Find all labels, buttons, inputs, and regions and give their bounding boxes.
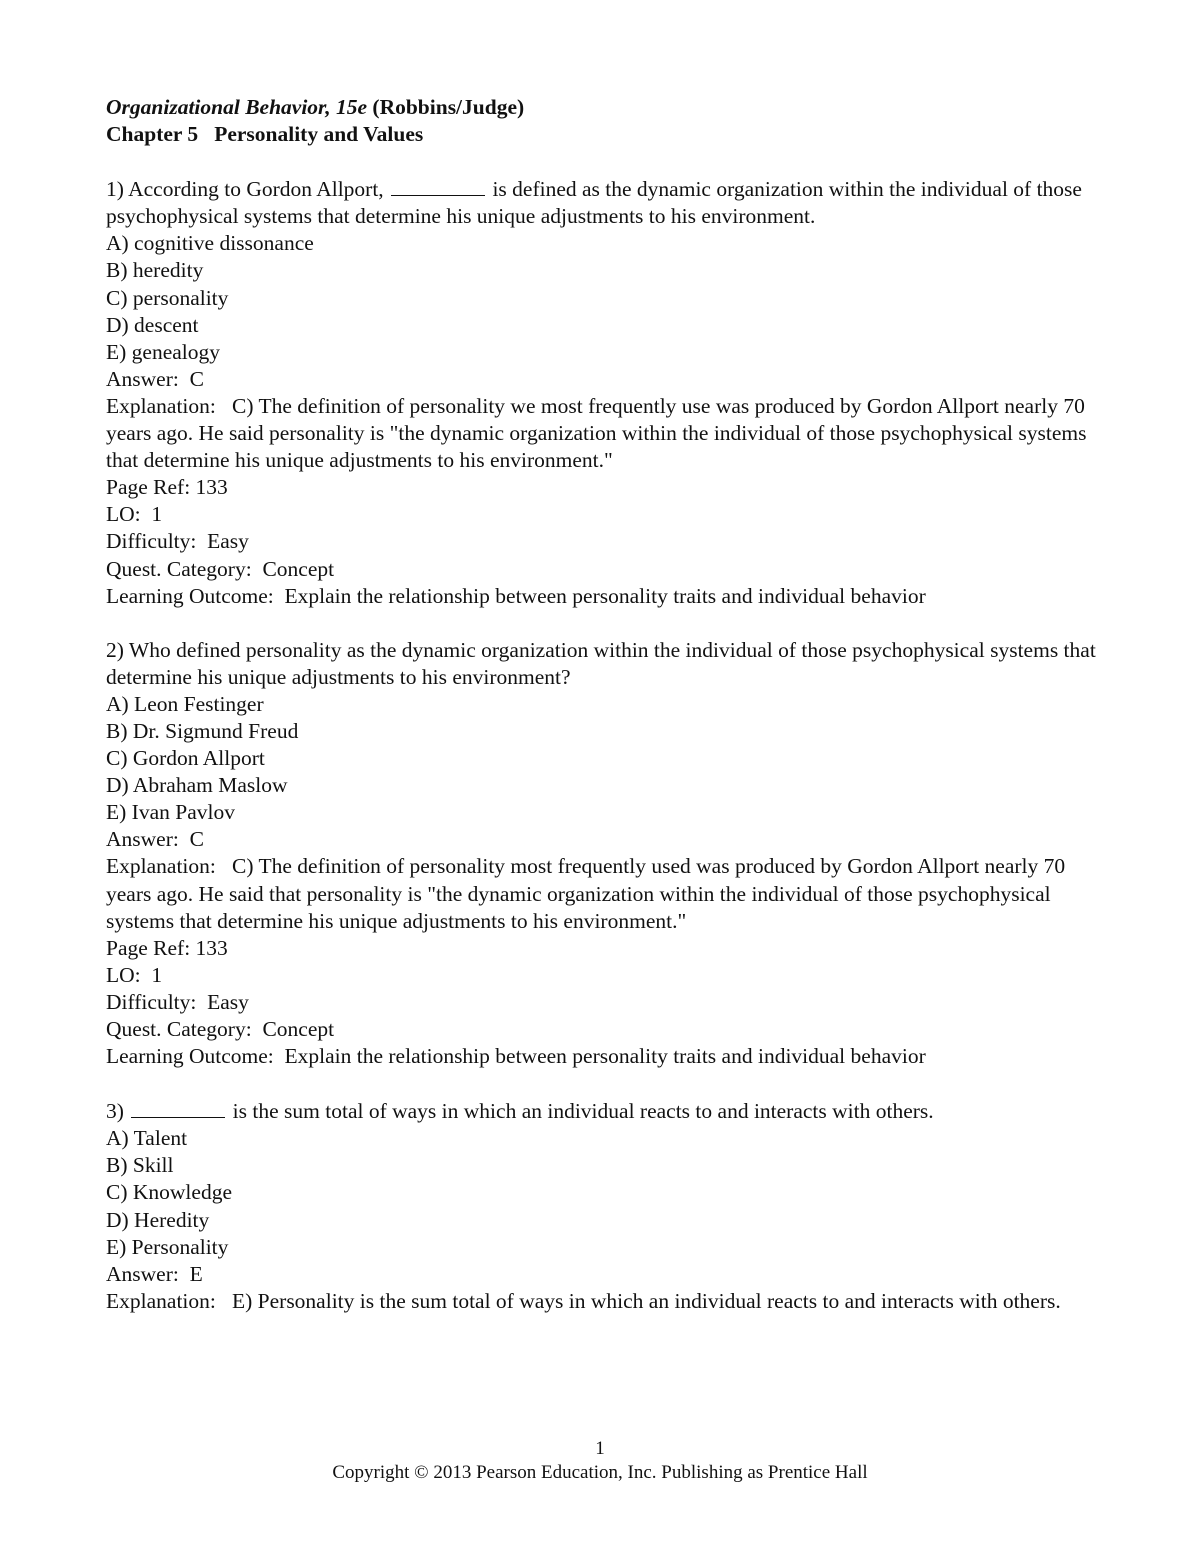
option-c: C) personality bbox=[106, 285, 229, 310]
document-page bbox=[106, 94, 1102, 1315]
option-a: A) Leon Festinger bbox=[106, 691, 264, 716]
option-d: D) Abraham Maslow bbox=[106, 773, 288, 798]
question-stem: 2) Who defined personality as the dynamic organization within the individual of those psychophysical systems that determine his unique adjustments to his environment? bbox=[106, 637, 1102, 689]
page-ref: Page Ref: 133 bbox=[106, 935, 228, 960]
option-b: B) heredity bbox=[106, 258, 204, 283]
option-a: A) cognitive dissonance bbox=[106, 231, 314, 256]
answer: Answer: C bbox=[106, 827, 204, 852]
question-1 bbox=[106, 175, 1096, 610]
book-title: Organizational Behavior, 15e bbox=[106, 95, 368, 119]
copyright-notice: Copyright © 2013 Pearson Education, Inc. Publishing as Prentice Hall bbox=[332, 1462, 868, 1483]
page-ref: Page Ref: 133 bbox=[106, 475, 228, 500]
learning-outcome: Learning Outcome: Explain the relationship between personality traits and individual behavior bbox=[106, 1044, 926, 1069]
question-3 bbox=[106, 1097, 1096, 1315]
question-category: Quest. Category: Concept bbox=[106, 556, 335, 581]
chapter-title: Personality and Values bbox=[214, 122, 424, 147]
page-number: 1 bbox=[595, 1438, 605, 1459]
answer: Answer: E bbox=[106, 1261, 203, 1286]
answer: Answer: C bbox=[106, 366, 204, 391]
book-authors: (Robbins/Judge) bbox=[367, 95, 525, 119]
learning-outcome: Learning Outcome: Explain the relationship between personality traits and individual behavior bbox=[106, 583, 926, 608]
explanation: Explanation: C) The definition of personality we most frequently use was produced by Gordon Allport nearly 70 years ago. He said personality is "the dynamic organization within the individual of those psychophysical systems that determine his unique adjustments to his environment." bbox=[106, 393, 1092, 473]
book-header bbox=[106, 94, 1096, 121]
fill-in-blank bbox=[391, 175, 485, 196]
chapter-number: Chapter 5 bbox=[106, 122, 199, 147]
learning-objective: LO: 1 bbox=[106, 962, 163, 987]
fill-in-blank bbox=[131, 1097, 225, 1118]
explanation: Explanation: C) The definition of personality most frequently used was produced by Gordon Allport nearly 70 years ago. He said that personality is "the dynamic organization within the individual of those psychophysical systems that determine his unique adjustments to his environment." bbox=[106, 854, 1071, 933]
option-c: C) Knowledge bbox=[106, 1180, 232, 1205]
option-e: E) Personality bbox=[106, 1234, 229, 1259]
learning-objective: LO: 1 bbox=[106, 502, 163, 527]
option-c: C) Gordon Allport bbox=[106, 746, 265, 771]
difficulty: Difficulty: Easy bbox=[106, 989, 249, 1014]
option-b: B) Dr. Sigmund Freud bbox=[106, 718, 299, 743]
explanation: Explanation: E) Personality is the sum total of ways in which an individual reacts to and interacts with others. bbox=[106, 1288, 1061, 1313]
difficulty: Difficulty: Easy bbox=[106, 529, 249, 554]
question-stem: 1) According to Gordon Allport, is defined as the dynamic organization within the individual of those psychophysical systems that determine his unique adjustments to his environment. bbox=[106, 177, 1088, 229]
chapter-header bbox=[106, 121, 1096, 148]
option-e: E) Ivan Pavlov bbox=[106, 800, 235, 825]
option-d: D) descent bbox=[106, 312, 199, 337]
question-2 bbox=[106, 637, 1102, 1071]
option-b: B) Skill bbox=[106, 1153, 174, 1178]
option-d: D) Heredity bbox=[106, 1207, 210, 1232]
question-category: Quest. Category: Concept bbox=[106, 1017, 335, 1041]
question-stem: 3) is the sum total of ways in which an individual reacts to and interacts with others. bbox=[106, 1099, 934, 1124]
option-a: A) Talent bbox=[106, 1126, 188, 1151]
option-e: E) genealogy bbox=[106, 339, 221, 364]
